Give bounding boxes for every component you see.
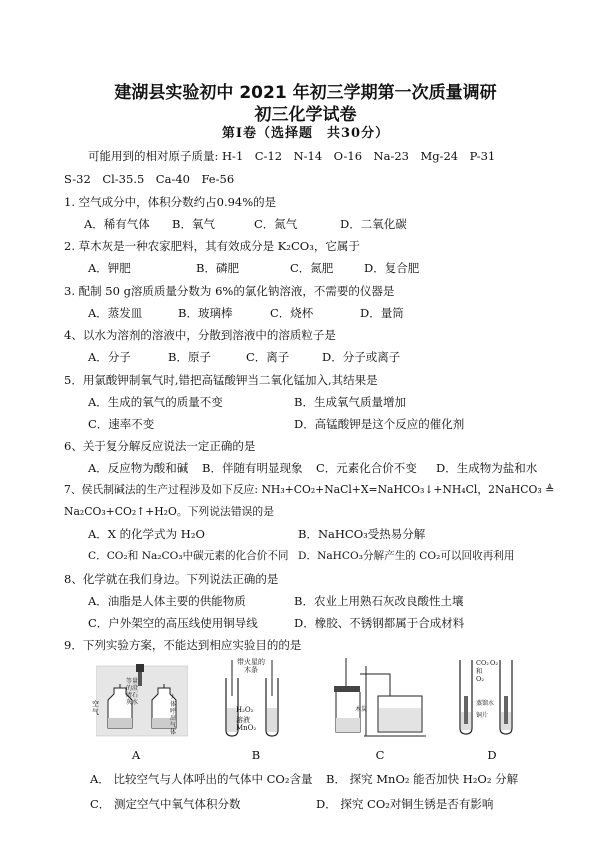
exam-subtitle: 初三化学试卷 bbox=[254, 105, 357, 125]
question-2-stem: 2. 草木灰是一种农家肥料，其有效成分是 K₂CO₃，它属于 bbox=[64, 239, 360, 253]
atomic-masses-line2: S-32 Cl-35.5 Ca-40 Fe-56 bbox=[64, 172, 235, 186]
question-9-stem: 9．下列实验方案，不能达到相应实验目的的是 bbox=[64, 638, 302, 652]
q7-option-c[interactable]: C．CO₂和 Na₂CO₃中碳元素的化合价不同 bbox=[88, 550, 289, 562]
figure-label-c: C bbox=[375, 748, 385, 762]
question-8-stem: 8、化学就在我们身边。下列说法正确的是 bbox=[64, 572, 279, 586]
q2-option-d[interactable]: D．复合肥 bbox=[364, 261, 420, 275]
question-7-stem-continued: Na₂CO₃+CO₂↑+H₂O。下列说法错误的是 bbox=[64, 505, 275, 518]
figure-d-gas1: CO₂ bbox=[476, 659, 489, 667]
q5-option-a[interactable]: A．生成的氧气的质量不变 bbox=[88, 395, 223, 409]
figure-d-liquid: 蒸馏水 bbox=[476, 700, 495, 707]
figure-c-apparatus bbox=[330, 656, 430, 738]
figure-d-gas2: 和 bbox=[476, 667, 483, 675]
q6-option-d[interactable]: D．生成物为盐和水 bbox=[436, 461, 538, 475]
figure-b-top-label: 带火星的木条 bbox=[237, 658, 265, 674]
q5-option-b[interactable]: B．生成氧气质量增加 bbox=[294, 395, 406, 409]
q4-option-c[interactable]: C．离子 bbox=[246, 350, 290, 364]
question-1-stem: 1. 空气成分中，体积分数约占0.94%的是 bbox=[64, 195, 277, 209]
q6-option-a[interactable]: A．反应物为酸和碱 bbox=[88, 461, 189, 475]
q9-option-d[interactable]: D． 探究 CO₂对铜生锈是否有影响 bbox=[316, 797, 494, 811]
question-6-stem: 6、关于复分解反应说法一定正确的是 bbox=[64, 439, 256, 453]
figure-label-a: A bbox=[131, 748, 141, 762]
section-heading: 第Ⅰ卷（选择题 共30分） bbox=[221, 126, 390, 141]
q3-option-c[interactable]: C．烧杯 bbox=[270, 306, 314, 320]
figure-d-gas3: O₂ bbox=[476, 675, 484, 683]
q9-option-b[interactable]: B． 探究 MnO₂ 能否加快 H₂O₂ 分解 bbox=[326, 772, 519, 786]
q9-option-c[interactable]: C． 测定空气中氧气体积分数 bbox=[90, 797, 241, 811]
figure-b-solid-label: MnO₂ bbox=[236, 724, 257, 732]
q3-option-b[interactable]: B．玻璃棒 bbox=[178, 306, 233, 320]
figure-c-label: 木炭 bbox=[355, 706, 368, 713]
figure-d-metal: 铜片 bbox=[476, 712, 489, 719]
figure-label-d: D bbox=[487, 748, 497, 762]
q8-option-b[interactable]: B．农业上用熟石灰改良酸性土壤 bbox=[294, 594, 464, 608]
q8-option-c[interactable]: C．户外架空的高压线使用铜导线 bbox=[88, 616, 258, 630]
question-7-stem: 7、侯氏制碱法的生产过程涉及如下反应: NH₃+CO₂+NaCl+X=NaHCO₃↓+NH₄Cl，2NaHCO₃ ≜ bbox=[64, 483, 555, 496]
q1-option-a[interactable]: A．稀有气体 bbox=[84, 217, 150, 231]
q4-option-d[interactable]: D．分子或离子 bbox=[322, 350, 401, 364]
q3-option-a[interactable]: A．蒸发皿 bbox=[88, 306, 143, 320]
q4-option-a[interactable]: A．分子 bbox=[88, 350, 131, 364]
q1-option-b[interactable]: B．氧气 bbox=[172, 217, 215, 231]
q6-option-b[interactable]: B．伴随有明显现象 bbox=[202, 461, 303, 475]
q1-option-c[interactable]: C．氮气 bbox=[254, 217, 298, 231]
q7-option-a[interactable]: A．X 的化学式为 H₂O bbox=[88, 527, 205, 541]
figure-d-apparatus bbox=[452, 656, 522, 738]
figure-label-b: B bbox=[251, 748, 261, 762]
exam-title: 建湖县实验初中 2021 年初三学期第一次质量调研 bbox=[114, 83, 497, 103]
q7-option-d[interactable]: D．NaHCO₃分解产生的 CO₂可以回收再利用 bbox=[298, 550, 515, 562]
q5-option-c[interactable]: C．速率不变 bbox=[88, 417, 155, 431]
figure-a-left-label: 空气 bbox=[92, 700, 99, 716]
figure-a-drop-label: 等量的澄清石灰水 bbox=[126, 678, 139, 706]
atomic-masses-line1: 可能用到的相对原子质量: H-1 C-12 N-14 O-16 Na-23 Mg-24 P-31 bbox=[88, 149, 496, 163]
figure-a-right-label: 人体呼出气体 bbox=[170, 694, 177, 736]
q8-option-d[interactable]: D．橡胶、不锈钢都属于合成材料 bbox=[294, 616, 465, 630]
question-4-stem: 4、以水为溶剂的溶液中，分散到溶液中的溶质粒子是 bbox=[64, 328, 336, 342]
q9-option-a[interactable]: A． 比较空气与人体呼出的气体中 CO₂含量 bbox=[90, 772, 313, 786]
figure-b-liquid-label: H₂O₂ bbox=[236, 706, 254, 714]
question-3-stem: 3. 配制 50 g溶质质量分数为 6%的氯化钠溶液，不需要的仪器是 bbox=[64, 284, 395, 298]
q6-option-c[interactable]: C．元素化合价不变 bbox=[316, 461, 417, 475]
q8-option-a[interactable]: A．油脂是人体主要的供能物质 bbox=[88, 594, 246, 608]
figure-b-liquid-label-2: 溶液 bbox=[236, 716, 250, 724]
q4-option-b[interactable]: B．原子 bbox=[168, 350, 211, 364]
q1-option-d[interactable]: D．二氧化碳 bbox=[340, 217, 407, 231]
q7-option-b[interactable]: B．NaHCO₃受热易分解 bbox=[298, 527, 426, 541]
q2-option-c[interactable]: C．氮肥 bbox=[290, 261, 334, 275]
q2-option-a[interactable]: A．钾肥 bbox=[88, 261, 131, 275]
q3-option-d[interactable]: D．量筒 bbox=[360, 306, 404, 320]
question-5-stem: 5．用氯酸钾制氧气时,错把高锰酸钾当二氧化锰加入,其结果是 bbox=[64, 373, 378, 387]
figure-d-gas4: O₂ bbox=[490, 659, 498, 667]
q2-option-b[interactable]: B．磷肥 bbox=[196, 261, 239, 275]
q5-option-d[interactable]: D．高锰酸钾是这个反应的催化剂 bbox=[294, 417, 465, 431]
